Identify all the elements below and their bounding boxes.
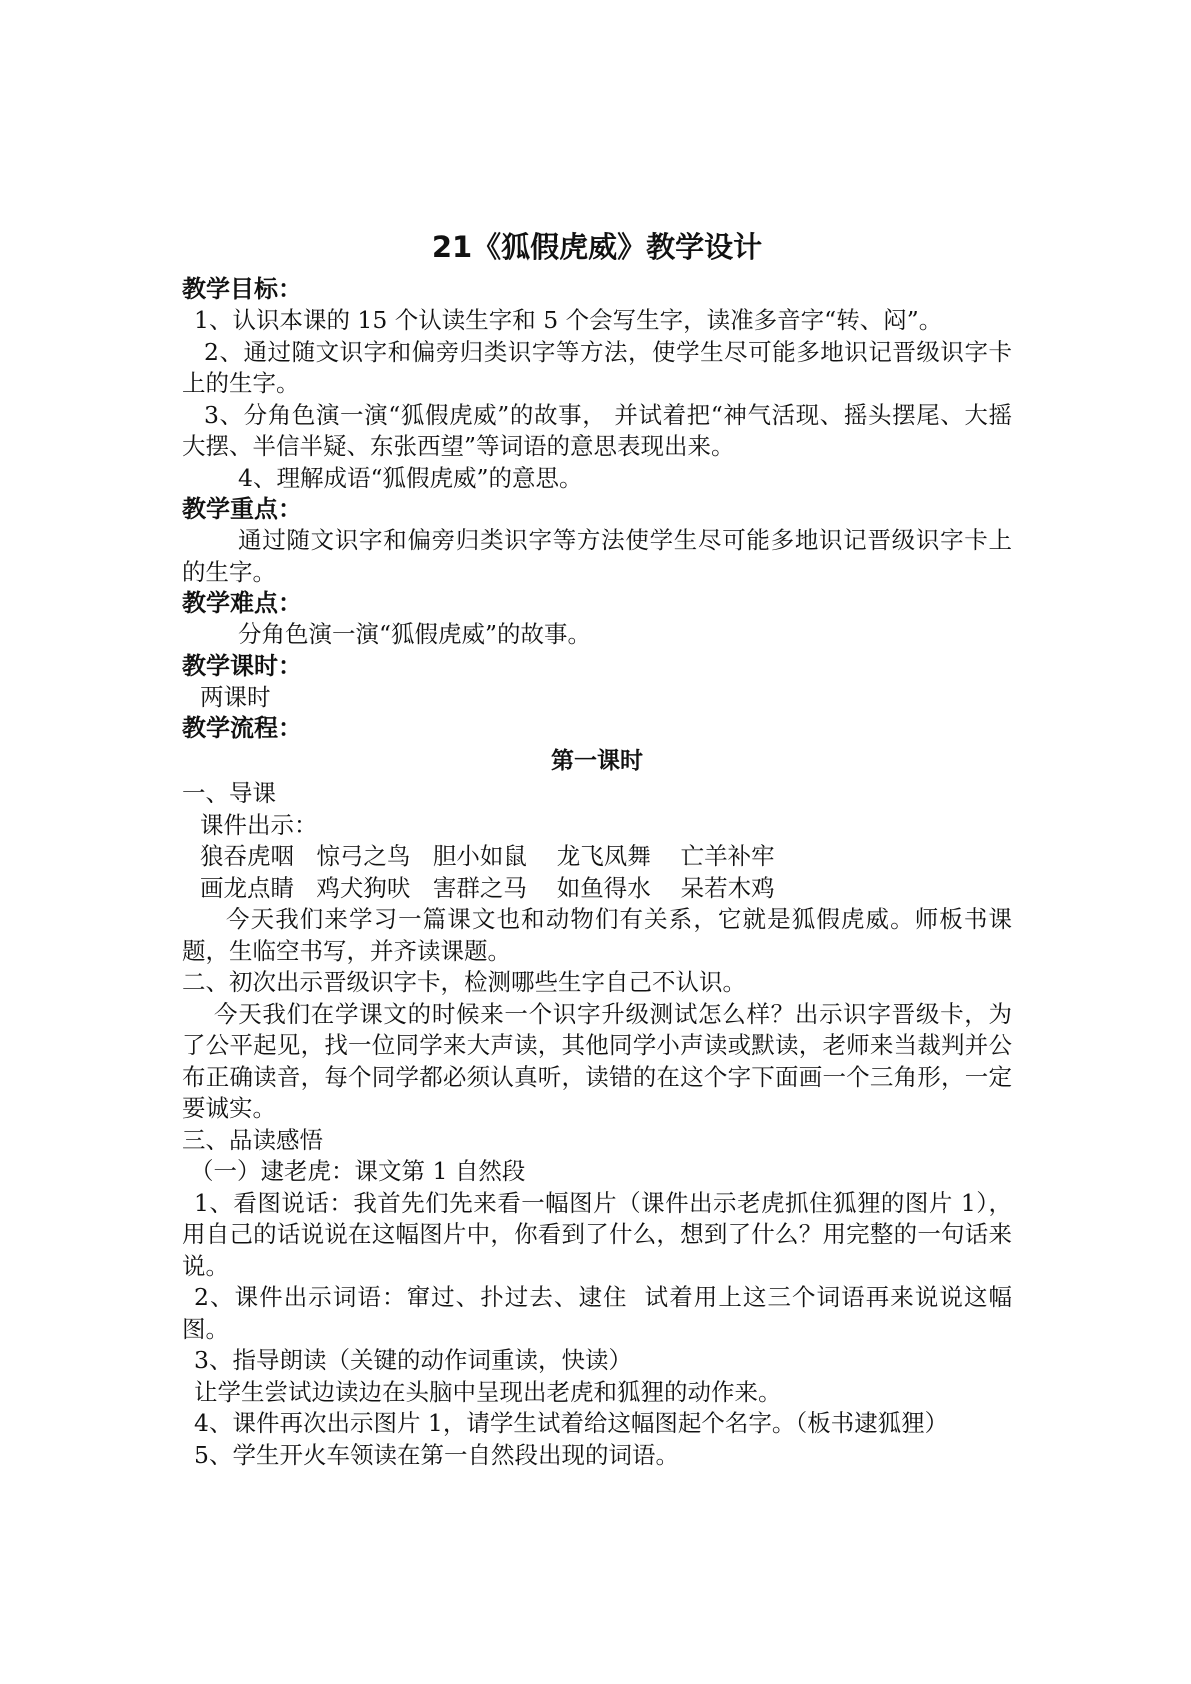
intro-text: 今天我们来学习一篇课文也和动物们有关系，它就是狐假虎威。师板书课题，生临空书写，并齐读课题。 [182, 905, 1012, 965]
key-points-heading: 教学重点： [182, 495, 302, 523]
document-page [182, 226, 1012, 1471]
flow-step: 1、看图说话：我首先们先来看一幅图片（课件出示老虎抓住狐狸的图片 1），用自己的话说说在这幅图片中，你看到了什么，想到了什么？用完整的一句话来说。 [182, 1188, 1012, 1280]
flow-part-heading: 二、初次出示晋级识字卡，检测哪些生字自己不认识。 [182, 968, 746, 996]
goal-item: 3、分角色演一演“狐假虎威”的故事， 并试着把“神气活现、摇头摆尾、大摇大摆、半信半疑、东张西望”等词语的意思表现出来。 [182, 400, 1012, 460]
lesson-heading: 第一课时 [551, 748, 643, 774]
class-hours-heading: 教学课时： [182, 651, 302, 680]
flow-subsection-heading: （一）逮老虎：课文第 1 自然段 [190, 1157, 526, 1185]
flow-part-heading: 一、导课 [182, 779, 276, 807]
flow-step: 2、课件出示词语：窜过、扑过去、逮住 试着用上这三个词语再来说说这幅图。 [182, 1283, 1012, 1343]
flow-step-detail: 让学生尝试边读边在头脑中呈现出老虎和狐狸的动作来。 [194, 1377, 782, 1406]
difficulty-text: 分角色演一演“狐假虎威”的故事。 [238, 620, 592, 648]
courseware-label: 课件出示： [200, 810, 318, 839]
flow-step: 3、指导朗读（关键的动作词重读，快读） [194, 1346, 632, 1374]
class-hours-text: 两课时 [200, 682, 271, 711]
goal-item: 4、理解成语“狐假虎威”的意思。 [238, 463, 583, 492]
flow-step: 4、课件再次出示图片 1，请学生试着给这幅图起个名字。（板书逮狐狸） [194, 1409, 949, 1437]
idioms-row: 狼吞虎咽 惊弓之鸟 胆小如鼠 龙飞凤舞 亡羊补牢 [200, 842, 775, 870]
idioms-row: 画龙点睛 鸡犬狗吠 害群之马 如鱼得水 呆若木鸡 [200, 873, 775, 902]
flow-step: 5、学生开火车领读在第一自然段出现的词语。 [194, 1440, 679, 1469]
key-points-text: 通过随文识字和偏旁归类识字等方法使学生尽可能多地识记晋级识字卡上的生字。 [182, 526, 1012, 586]
test-text: 今天我们在学课文的时候来一个识字升级测试怎么样？出示识字晋级卡，为了公平起见，找一位同学来大声读，其他同学小声读或默读，老师来当裁判并公布正确读音，每个同学都必须认真听，读错的在这个字下面画一个三角形，一定要诚实。 [182, 999, 1012, 1122]
goal-item: 2、通过随文识字和偏旁归类识字等方法，使学生尽可能多地识记晋级识字卡上的生字。 [182, 337, 1012, 397]
document-title: 21《狐假虎威》教学设计 [431, 230, 763, 264]
teaching-flow-heading: 教学流程： [182, 714, 302, 742]
goals-heading: 教学目标： [182, 275, 302, 303]
goal-item: 1、认识本课的 15 个认读生字和 5 个会写生字，读准多音字“转、闷”。 [194, 306, 943, 334]
difficulty-heading: 教学难点： [182, 589, 302, 617]
flow-part-heading: 三、品读感悟 [182, 1125, 323, 1154]
